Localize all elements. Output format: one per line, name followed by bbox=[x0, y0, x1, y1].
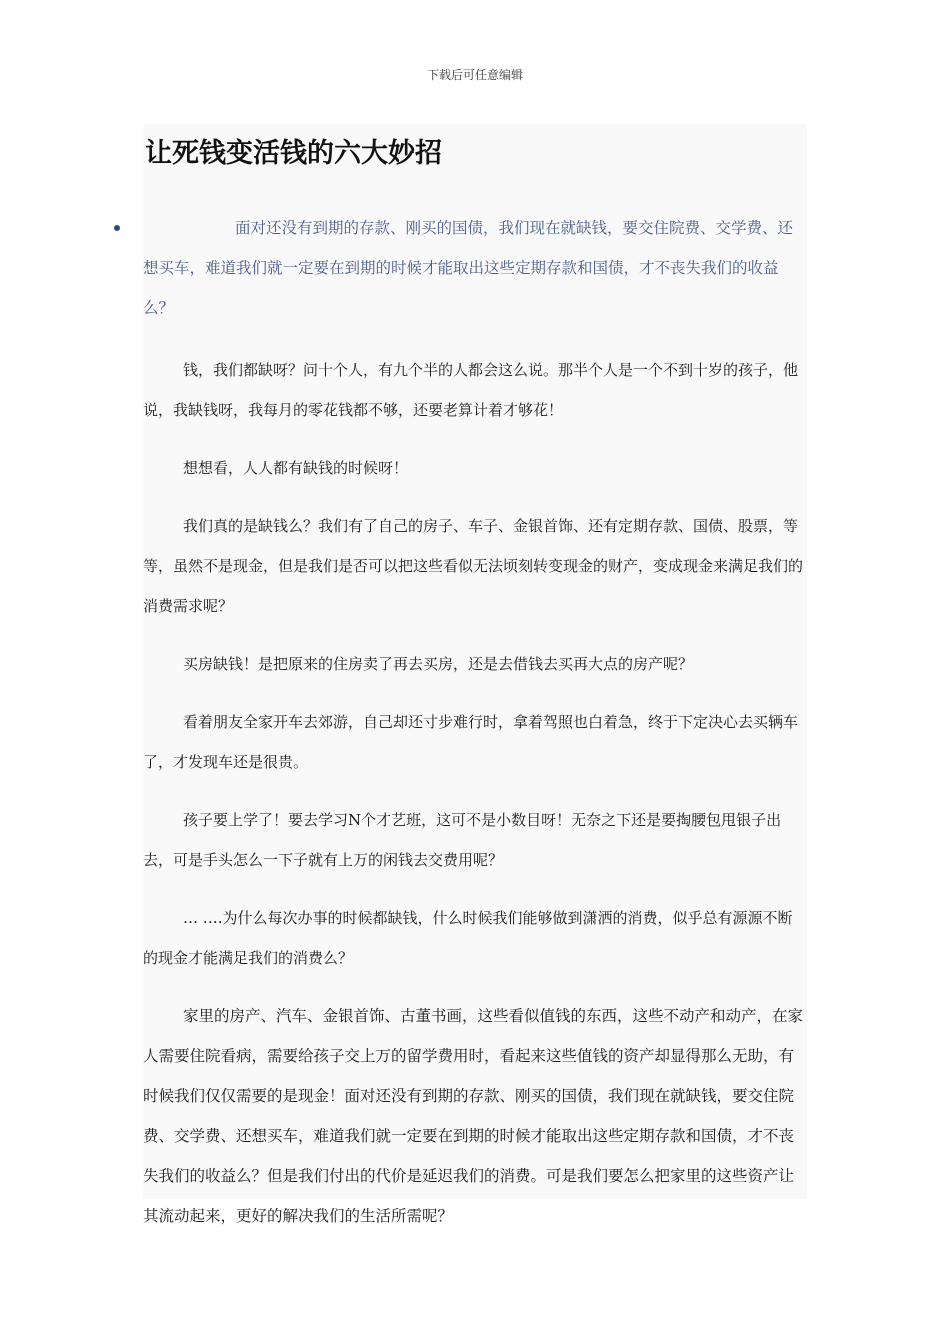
article-title: 让死钱变活钱的六大妙招 bbox=[145, 138, 442, 169]
paragraph-3: 我们真的是缺钱么？我们有了自己的房子、车子、金银首饰、还有定期存款、国债、股票，等等，虽然不是现金，但是我们是否可以把这些看似无法顷刻转变现金的财产，变成现金来满足我们的消费需求呢？ bbox=[143, 517, 804, 615]
intro-bullet-item bbox=[143, 208, 807, 328]
page-header: 下载后可任意编辑 bbox=[426, 68, 523, 82]
intro-text: 面对还没有到期的存款、刚买的国债，我们现在就缺钱，要交住院费、交学费、还想买车，难道我们就一定要在到期的时候才能取出这些定期存款和国债，才不丧失我们的收益么？ bbox=[143, 219, 794, 317]
paragraph-7: … ….为什么每次办事的时候都缺钱，什么时候我们能够做到潇洒的消费，似乎总有源源不断的现金才能满足我们的消费么？ bbox=[143, 909, 793, 967]
paragraph-1: 钱，我们都缺呀？问十个人，有九个半的人都会这么说。那半个人是一个不到十岁的孩子，他说，我缺钱呀，我每月的零花钱都不够，还要老算计着才够花！ bbox=[143, 361, 799, 419]
bullet-icon bbox=[114, 225, 120, 231]
paragraph-8: 家里的房产、汽车、金银首饰、古董书画，这些看似值钱的东西，这些不动产和动产，在家人需要住院看病，需要给孩子交上万的留学费用时，看起来这些值钱的资产却显得那么无助，有时候我们仅仅需要的是现金！面对还没有到期的存款、刚买的国债，我们现在就缺钱，要交住院费、交学费、还想买车，难道我们就一定要在到期的时候才能取出这些定期存款和国债，才不丧失我们的收益么？但是我们付出的代价是延迟我们的消费。可是我们要怎么把家里的这些资产让其流动起来，更好的解决我们的生活所需呢？ bbox=[143, 1007, 804, 1225]
paragraph-4: 买房缺钱！是把原来的住房卖了再去买房，还是去借钱去买再大点的房产呢？ bbox=[183, 655, 694, 673]
paragraph-2: 想想看，人人都有缺钱的时候呀！ bbox=[183, 459, 409, 477]
paragraph-5: 看着朋友全家开车去郊游，自己却还寸步难行时，拿着驾照也白着急，终于下定决心去买辆车了，才发现车还是很贵。 bbox=[143, 713, 799, 771]
paragraph-6: 孩子要上学了！要去学习N个才艺班，这可不是小数目呀！无奈之下还是要掏腰包甩银子出去，可是手头怎么一下子就有上万的闲钱去交费用呢？ bbox=[143, 811, 782, 869]
article-body bbox=[143, 124, 807, 1225]
